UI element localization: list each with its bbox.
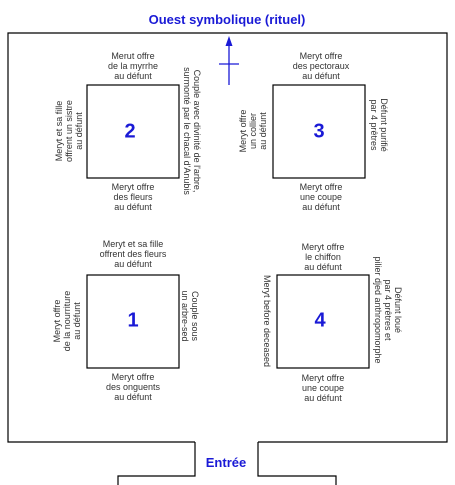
scene-3-top: Meryt offre des pectoraux au défunt	[292, 51, 350, 81]
pillar-number-4: 4	[314, 309, 326, 332]
scene-1-left: Meryt offre de la nourriture au défunt	[52, 290, 82, 352]
scene-2-top: Merut offre de la myrrhe au défunt	[107, 51, 159, 81]
scene-1-top: Meryt et sa fille offrent des fleurs au défunt	[99, 239, 167, 269]
scene-2-right: Couple avec divinité de l'arbre, surmonté par le chacal d'Anubis	[182, 67, 202, 195]
room-wall	[8, 33, 447, 442]
scene-2-bottom: Meryt offre des fleurs au défunt	[111, 182, 155, 212]
north-arrow-icon	[219, 36, 239, 85]
page-title: Ouest symbolique (rituel)	[148, 12, 306, 27]
pillar-number-3: 3	[313, 120, 325, 143]
scene-3-left: Meryt offre un collier au défunt	[238, 109, 268, 153]
scene-3-bottom: Meryt offre une coupe au défunt	[299, 182, 343, 212]
entrance-label: Entrée	[205, 455, 247, 470]
scene-2-left: Meryt et sa fille offrent un sistre au défunt	[54, 100, 84, 162]
entrance-wall-right	[258, 442, 336, 485]
pillar-number-2: 2	[124, 120, 136, 143]
scene-4-right: Défunt loué par 4 prêtres et pilier djed anthropomorphe	[373, 256, 403, 364]
scene-4-bottom: Meryt offre une coupe au défunt	[301, 373, 345, 403]
scene-1-right: Couple sous un arbre-sed	[180, 290, 200, 342]
scene-4-left: Meryt before deceased	[262, 274, 272, 368]
pillar-number-1: 1	[127, 309, 139, 332]
entrance-wall-left	[118, 442, 195, 485]
scene-4-top: Meryt offre le chiffon au défunt	[301, 242, 345, 272]
scene-3-right: Défunt purifié par 4 prêtres	[369, 98, 389, 152]
scene-1-bottom: Meryt offre des onguents au défunt	[105, 372, 161, 402]
